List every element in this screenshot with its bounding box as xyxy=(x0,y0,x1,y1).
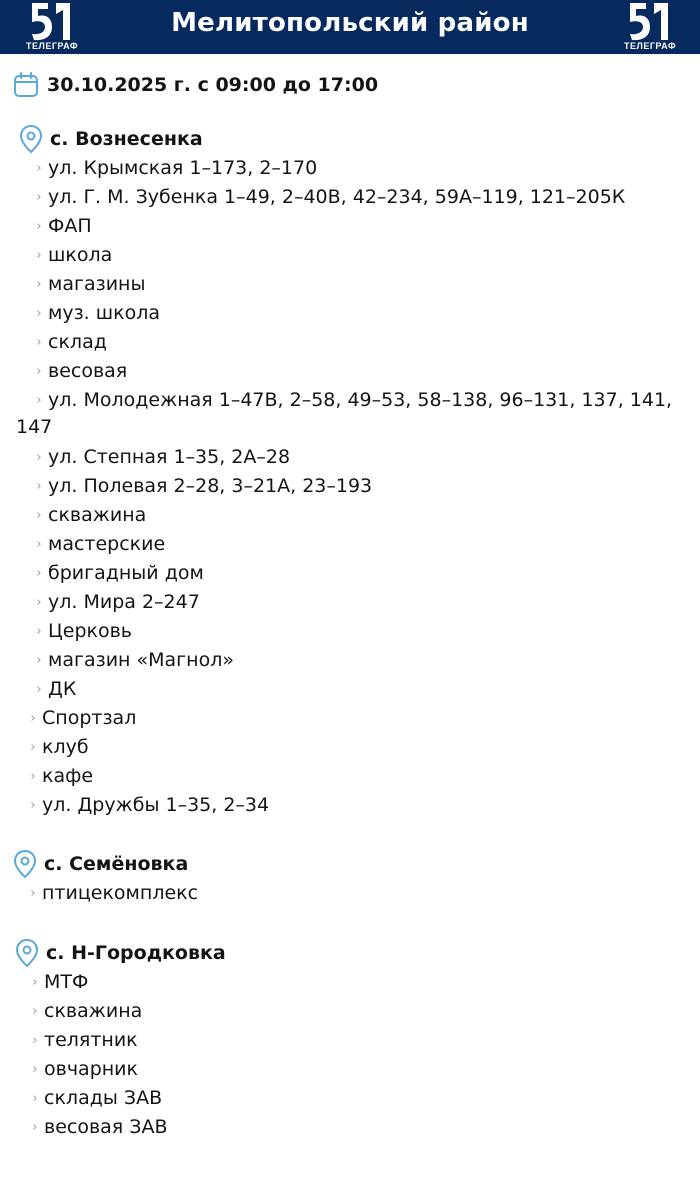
chevron-right-icon: › xyxy=(36,335,42,350)
chevron-right-icon: › xyxy=(36,566,42,581)
list-item: › бригадный дом xyxy=(32,560,204,587)
list-item: › клуб xyxy=(26,734,89,761)
list-item: › школа xyxy=(32,242,112,269)
location-voznesenka xyxy=(18,124,203,154)
header-bar xyxy=(0,0,700,54)
chevron-right-icon: › xyxy=(32,1120,38,1135)
list-item: › ул. Г. М. Зубенка 1–49, 2–40В, 42–234, 59А–119, 121–205К xyxy=(32,184,625,211)
list-item: › ул. Молодежная 1–47В, 2–58, 49–53, 58–138, 96–131, 137, 141, xyxy=(32,387,672,414)
location-semenovka xyxy=(12,849,188,879)
list-item: › МТФ xyxy=(28,969,88,996)
list-item: › Спортзал xyxy=(26,705,136,732)
chevron-right-icon: › xyxy=(36,624,42,639)
telegraf-logo-right xyxy=(624,0,676,54)
chevron-right-icon: › xyxy=(32,1062,38,1077)
chevron-right-icon: › xyxy=(36,248,42,263)
chevron-right-icon: › xyxy=(30,740,36,755)
chevron-right-icon: › xyxy=(36,161,42,176)
list-item: › магазины xyxy=(32,271,145,298)
chevron-right-icon: › xyxy=(32,1091,38,1106)
chevron-right-icon: › xyxy=(36,219,42,234)
list-item: › муз. школа xyxy=(32,300,160,327)
chevron-right-icon: › xyxy=(36,653,42,668)
chevron-right-icon: › xyxy=(32,1004,38,1019)
calendar-icon xyxy=(12,71,40,99)
list-item: › мастерские xyxy=(32,531,165,558)
chevron-right-icon: › xyxy=(36,364,42,379)
list-item: › ул. Полевая 2–28, 3–21А, 23–193 xyxy=(32,473,372,500)
chevron-right-icon: › xyxy=(32,1033,38,1048)
location-name: с. Н-Городковка xyxy=(46,942,226,964)
list-item-wrap: 147 xyxy=(16,416,53,438)
chevron-right-icon: › xyxy=(36,595,42,610)
list-item: › ул. Мира 2–247 xyxy=(32,589,200,616)
list-item: › склады ЗАВ xyxy=(28,1085,162,1112)
date-text: 30.10.2025 г. с 09:00 до 17:00 xyxy=(47,74,379,96)
map-pin-icon xyxy=(12,849,38,879)
chevron-right-icon: › xyxy=(30,886,36,901)
list-item: › ДК xyxy=(32,676,76,703)
location-n-gorodkovka xyxy=(14,938,226,968)
list-item: › ул. Крымская 1–173, 2–170 xyxy=(32,155,317,182)
chevron-right-icon: › xyxy=(36,479,42,494)
logo-mark-icon xyxy=(624,0,676,44)
chevron-right-icon: › xyxy=(30,798,36,813)
list-item: › скважина xyxy=(28,998,142,1025)
chevron-right-icon: › xyxy=(30,769,36,784)
list-item: › кафе xyxy=(26,763,93,790)
chevron-right-icon: › xyxy=(36,508,42,523)
list-item: › ул. Дружбы 1–35, 2–34 xyxy=(26,792,269,819)
list-item: › телятник xyxy=(28,1027,138,1054)
chevron-right-icon: › xyxy=(36,277,42,292)
list-item: › весовая ЗАВ xyxy=(28,1114,167,1141)
chevron-right-icon: › xyxy=(36,306,42,321)
map-pin-icon xyxy=(14,938,40,968)
date-row xyxy=(12,70,378,100)
chevron-right-icon: › xyxy=(32,975,38,990)
map-pin-icon xyxy=(18,124,44,154)
list-item: › ФАП xyxy=(32,213,92,240)
list-item: › птицекомплекс xyxy=(26,880,198,907)
chevron-right-icon: › xyxy=(36,537,42,552)
location-name: с. Вознесенка xyxy=(50,128,203,150)
logo-text: ТЕЛЕГРАФ xyxy=(26,41,79,51)
logo-text: ТЕЛЕГРАФ xyxy=(624,41,677,51)
list-item: › весовая xyxy=(32,358,127,385)
chevron-right-icon: › xyxy=(36,190,42,205)
list-item: › скважина xyxy=(32,502,146,529)
location-name: с. Семёновка xyxy=(44,853,189,875)
list-item: › магазин «Магнол» xyxy=(32,647,234,674)
list-item: › овчарник xyxy=(28,1056,138,1083)
chevron-right-icon: › xyxy=(30,711,36,726)
list-item: › Церковь xyxy=(32,618,132,645)
chevron-right-icon: › xyxy=(36,450,42,465)
list-item: › ул. Степная 1–35, 2А–28 xyxy=(32,444,290,471)
page-title: Мелитопольский район xyxy=(171,8,529,38)
list-item: › склад xyxy=(32,329,107,356)
chevron-right-icon: › xyxy=(36,682,42,697)
chevron-right-icon: › xyxy=(36,393,42,408)
